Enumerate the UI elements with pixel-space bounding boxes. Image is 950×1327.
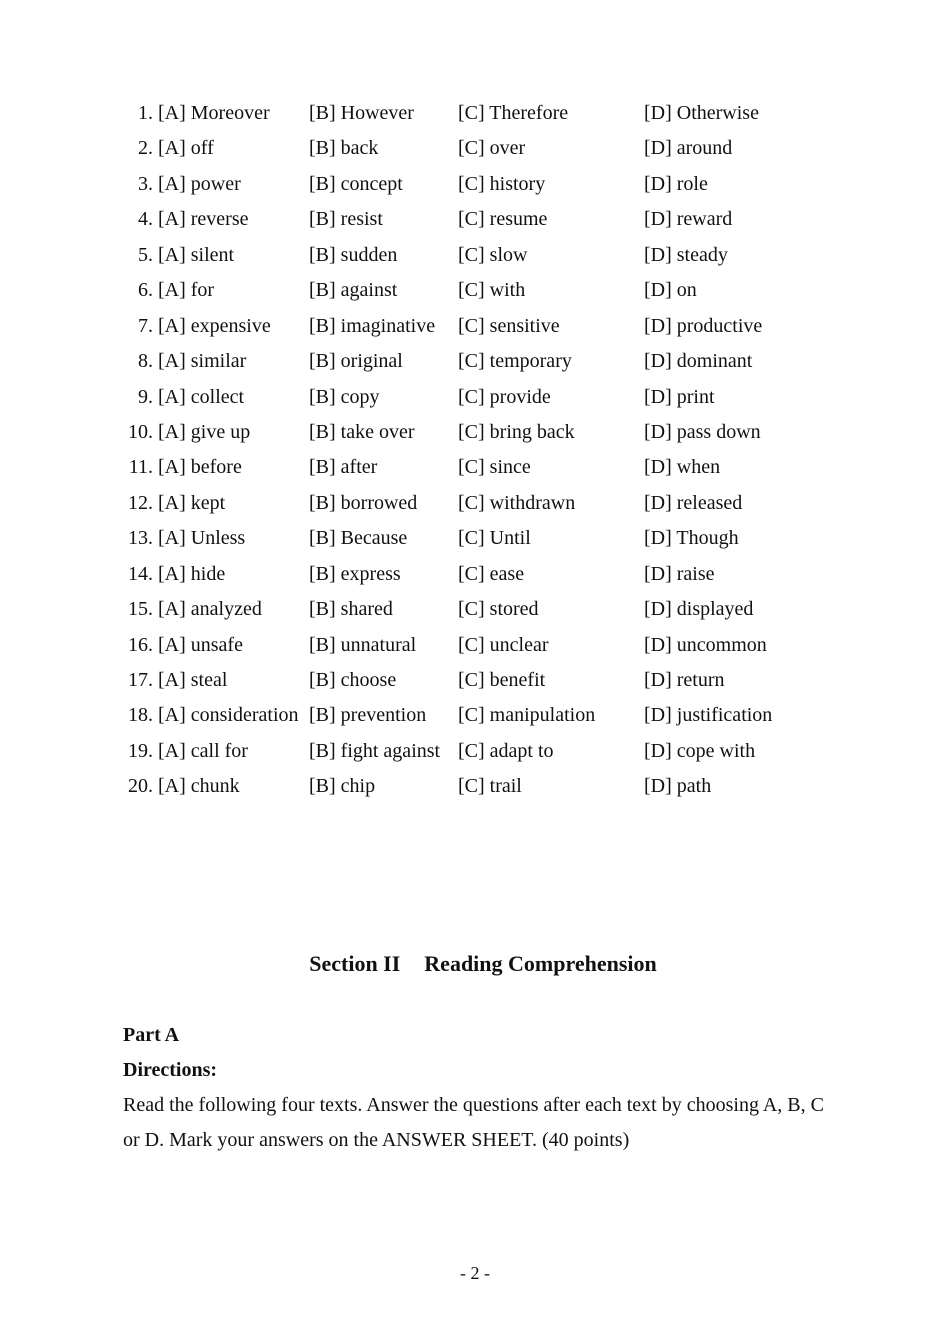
question-row: [122, 521, 842, 556]
option-a: [A] steal: [158, 669, 228, 691]
question-number: 14.: [128, 562, 153, 585]
option-b: [B] borrowed: [309, 491, 418, 514]
option-b: [B] after: [309, 456, 378, 479]
option-a-cell: [122, 663, 308, 698]
option-a-cell: [122, 450, 308, 485]
option-d: [D] justification: [644, 704, 773, 727]
option-a: [A] chunk: [158, 775, 240, 798]
question-row: [122, 309, 842, 344]
option-c: [C] unclear: [458, 633, 549, 656]
option-a-cell: [122, 734, 308, 769]
question-number: 16.: [128, 633, 153, 656]
question-row: [122, 628, 842, 663]
option-b: [B] concept: [309, 172, 403, 195]
option-a: [A] hide: [158, 562, 226, 585]
question-row: [122, 202, 842, 237]
option-d: [D] steady: [644, 243, 728, 266]
option-c: [C] trail: [458, 775, 522, 798]
question-number: 19.: [128, 739, 153, 762]
question-row: [122, 96, 842, 131]
option-a: [A] reverse: [158, 208, 249, 231]
option-b: [B] chip: [309, 775, 376, 798]
option-c: [C] over: [458, 137, 526, 160]
option-b: [B] fight against: [309, 739, 441, 762]
option-a: [A] kept: [158, 491, 226, 514]
option-d: [D] return: [644, 669, 725, 691]
option-a-cell: [122, 380, 308, 415]
option-a: [A] analyzed: [158, 598, 262, 621]
option-c: [C] provide: [458, 385, 551, 408]
section-title: [0, 948, 950, 980]
option-d: [D] cope with: [644, 739, 756, 762]
option-c: [C] with: [458, 279, 526, 302]
option-c: [C] benefit: [458, 669, 546, 691]
option-a-cell: [122, 415, 308, 450]
question-number: 8.: [138, 350, 153, 373]
option-a-cell: [122, 202, 308, 237]
option-a: [A] before: [158, 456, 242, 479]
question-number: 7.: [138, 314, 153, 337]
option-b: [B] However: [309, 102, 414, 124]
option-d: [D] reward: [644, 208, 733, 231]
question-row: [122, 131, 842, 166]
option-d: [D] on: [644, 279, 697, 302]
option-b: [B] against: [309, 279, 398, 302]
question-row: [122, 663, 842, 698]
question-number: 9.: [138, 385, 153, 408]
option-a-cell: [122, 96, 308, 131]
option-a-cell: [122, 521, 308, 556]
option-b: [B] choose: [309, 669, 397, 691]
question-row: [122, 486, 842, 521]
question-number: 4.: [138, 208, 153, 231]
option-a-cell: [122, 309, 308, 344]
option-b: [B] shared: [309, 598, 393, 621]
question-number: 2.: [138, 137, 153, 160]
option-c: [C] history: [458, 172, 546, 195]
option-a: [A] Moreover: [158, 102, 270, 124]
option-a-cell: [122, 344, 308, 379]
option-d: [D] when: [644, 456, 721, 479]
question-number: 11.: [128, 456, 153, 479]
option-b: [B] prevention: [309, 704, 427, 727]
option-a: [A] call for: [158, 739, 248, 762]
option-a-cell: [122, 557, 308, 592]
section-number: Section II: [309, 951, 401, 976]
question-number: 5.: [138, 243, 153, 266]
question-row: [122, 769, 842, 804]
question-row: [122, 273, 842, 308]
option-a-cell: [122, 769, 308, 804]
option-a-cell: [122, 592, 308, 627]
option-a-cell: [122, 486, 308, 521]
question-number: 17.: [128, 669, 153, 691]
option-a: [A] unsafe: [158, 633, 243, 656]
question-row: [122, 450, 842, 485]
option-d: [D] released: [644, 491, 743, 514]
option-a: [A] consideration: [158, 704, 299, 727]
option-c: [C] Therefore: [458, 102, 569, 124]
question-number: 13.: [128, 527, 153, 550]
section-name: Reading Comprehension: [424, 951, 657, 976]
option-b: [B] unnatural: [309, 633, 417, 656]
option-a: [A] collect: [158, 385, 245, 408]
option-b: [B] back: [309, 137, 379, 160]
question-row: [122, 698, 842, 733]
option-b: [B] original: [309, 350, 403, 373]
option-a: [A] give up: [158, 420, 251, 443]
question-row: [122, 592, 842, 627]
question-row: [122, 167, 842, 202]
option-c: [C] adapt to: [458, 739, 554, 762]
question-row: [122, 238, 842, 273]
option-c: [C] since: [458, 456, 531, 479]
question-number: 3.: [138, 172, 153, 195]
option-d: [D] uncommon: [644, 633, 767, 656]
option-b: [B] Because: [309, 527, 408, 550]
option-d: [D] role: [644, 172, 708, 195]
option-c: [C] slow: [458, 243, 528, 266]
option-b: [B] resist: [309, 208, 383, 231]
question-row: [122, 734, 842, 769]
option-b: [B] take over: [309, 420, 415, 443]
option-d: [D] productive: [644, 314, 763, 337]
option-c: [C] sensitive: [458, 314, 560, 337]
option-b: [B] imaginative: [309, 314, 436, 337]
option-c: [C] temporary: [458, 350, 572, 373]
option-b: [B] express: [309, 562, 401, 585]
option-d: [D] raise: [644, 562, 715, 585]
option-c: [C] resume: [458, 208, 548, 231]
question-number: 10.: [128, 420, 153, 443]
option-a: [A] similar: [158, 350, 247, 373]
question-row: [122, 415, 842, 450]
part-label: Part A: [123, 1024, 180, 1046]
question-number: 15.: [128, 598, 153, 621]
option-a-cell: [122, 238, 308, 273]
option-c: [C] manipulation: [458, 704, 596, 727]
option-a-cell: [122, 628, 308, 663]
question-number: 20.: [128, 775, 153, 798]
question-row: [122, 344, 842, 379]
option-a: [A] power: [158, 172, 241, 195]
option-a-cell: [122, 698, 308, 733]
option-a-cell: [122, 273, 308, 308]
option-a-cell: [122, 167, 308, 202]
option-b: [B] copy: [309, 385, 380, 408]
option-a: [A] silent: [158, 243, 235, 266]
option-a: [A] Unless: [158, 527, 246, 550]
option-c: [C] Until: [458, 527, 531, 550]
option-d: [D] Otherwise: [644, 102, 759, 124]
question-number: 18.: [128, 704, 153, 727]
option-d: [D] dominant: [644, 350, 753, 373]
option-d: [D] around: [644, 137, 733, 160]
directions-text: Read the following four texts. Answer the questions after each text by choosing A, B, C or D. Mark your answers on the ANSWER SHEET. (40 points): [123, 1094, 824, 1151]
option-c: [C] bring back: [458, 420, 575, 443]
question-number: 1.: [138, 102, 153, 124]
option-d: [D] path: [644, 775, 712, 798]
page-number: - 2 -: [460, 1263, 490, 1283]
option-c: [C] stored: [458, 598, 539, 621]
option-c: [C] withdrawn: [458, 491, 576, 514]
question-number: 12.: [128, 491, 153, 514]
option-d: [D] displayed: [644, 598, 754, 621]
option-d: [D] pass down: [644, 420, 761, 443]
option-a: [A] for: [158, 279, 215, 302]
option-c: [C] ease: [458, 562, 525, 585]
cloze-options-list: [122, 96, 842, 805]
option-a-cell: [122, 131, 308, 166]
option-a: [A] off: [158, 137, 214, 160]
option-b: [B] sudden: [309, 243, 398, 266]
option-a: [A] expensive: [158, 314, 271, 337]
directions-label: Directions:: [123, 1059, 218, 1081]
question-number: 6.: [138, 279, 153, 302]
option-d: [D] print: [644, 385, 715, 408]
question-row: [122, 557, 842, 592]
option-d: [D] Though: [644, 527, 739, 550]
question-row: [122, 380, 842, 415]
